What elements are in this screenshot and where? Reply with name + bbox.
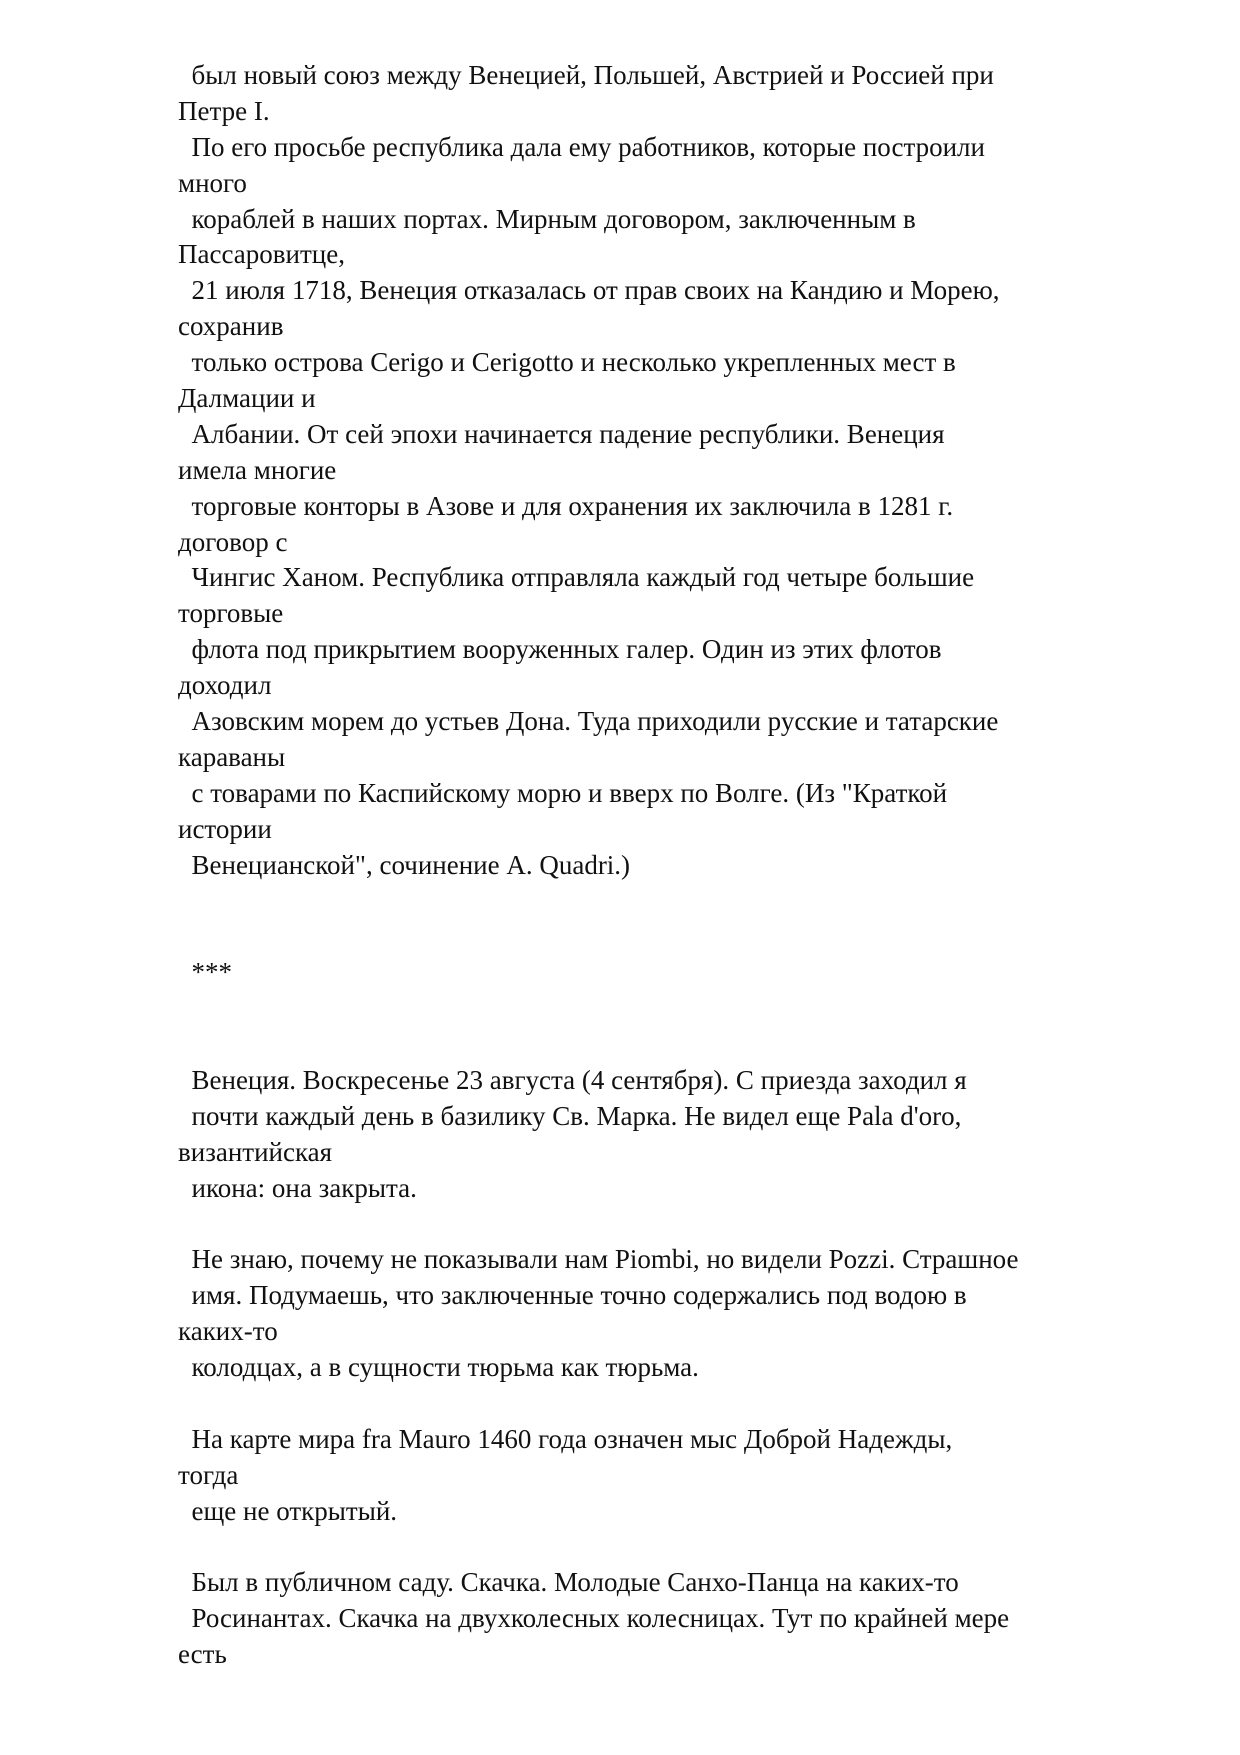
text-line: По его просьбе республика дала ему работников, которые построили	[178, 131, 985, 162]
text-line: торговые	[178, 598, 284, 629]
text-line: флота под прикрытием вооруженных галер. Один из этих флотов	[178, 634, 942, 665]
blank-line	[178, 883, 1178, 919]
text-line: Росинантах. Скачка на двухколесных колесницах. Тут по крайней мере	[178, 1603, 1010, 1634]
text-line: с товарами по Каспийскому морю и вверх по Волге. (Из "Краткой	[178, 777, 948, 808]
text-line: 21 июля 1718, Венеция отказалась от прав своих на Кандию и Морею,	[178, 275, 1000, 306]
text-line: караваны	[178, 741, 286, 772]
text-line: только острова Cerigo и Cerigotto и несколько укрепленных мест в	[178, 347, 956, 378]
text-line: почти каждый день в базилику Св. Марка. Не видел еще Pala d'oro,	[178, 1100, 962, 1131]
blank-line	[178, 1027, 1178, 1063]
text-line: византийская	[178, 1136, 333, 1167]
text-line: имя. Подумаешь, что заключенные точно содержались под водою в	[178, 1280, 967, 1311]
text-line: Албании. От сей эпохи начинается падение республики. Венеция	[178, 418, 945, 449]
text-line: Петре I.	[178, 95, 270, 126]
text-line: есть	[178, 1639, 227, 1670]
text-line: Венецианской", сочинение A. Quadri.)	[178, 849, 631, 880]
text-line: кораблей в наших портах. Мирным договором, заключенным в	[178, 203, 916, 234]
text-line: икона: она закрыта.	[178, 1172, 417, 1203]
text-line: договор с	[178, 526, 288, 557]
blank-line	[178, 1386, 1178, 1422]
text-line: На карте мира fra Mauro 1460 года означен мыс Доброй Надежды,	[178, 1423, 953, 1454]
blank-line	[178, 1207, 1178, 1243]
text-line: был новый союз между Венецией, Польшей, Австрией и Россией при	[178, 60, 994, 90]
text-line: ***	[178, 957, 232, 988]
blank-line	[178, 1530, 1178, 1566]
text-line: Пассаровитце,	[178, 239, 345, 270]
text-line: имела многие	[178, 454, 337, 485]
blank-line	[178, 919, 1178, 955]
text-line: каких-то	[178, 1316, 278, 1347]
text-line: Не знаю, почему не показывали нам Piombi, но видели Pozzi. Страшное	[178, 1244, 1019, 1275]
text-line: доходил	[178, 670, 272, 701]
text-line: Далмации и	[178, 383, 316, 414]
text-line: Азовским морем до устьев Дона. Туда приходили русские и татарские	[178, 706, 999, 737]
text-line: колодцах, а в сущности тюрьма как тюрьма.	[178, 1352, 699, 1383]
text-line: Венеция. Воскресенье 23 августа (4 сентября). С приезда заходил я	[178, 1064, 967, 1095]
text-line: много	[178, 167, 247, 198]
text-line: тогда	[178, 1459, 239, 1490]
text-line: Чингис Ханом. Республика отправляла каждый год четыре большие	[178, 562, 975, 593]
text-line: Был в публичном саду. Скачка. Молодые Санхо-Панца на каких-то	[178, 1567, 959, 1598]
text-line: сохранив	[178, 311, 284, 342]
document-text	[178, 58, 1178, 1673]
text-line: истории	[178, 813, 272, 844]
text-line: торговые конторы в Азове и для охранения их заключила в 1281 г.	[178, 490, 954, 521]
text-line: еще не открытый.	[178, 1495, 398, 1526]
blank-line	[178, 991, 1178, 1027]
